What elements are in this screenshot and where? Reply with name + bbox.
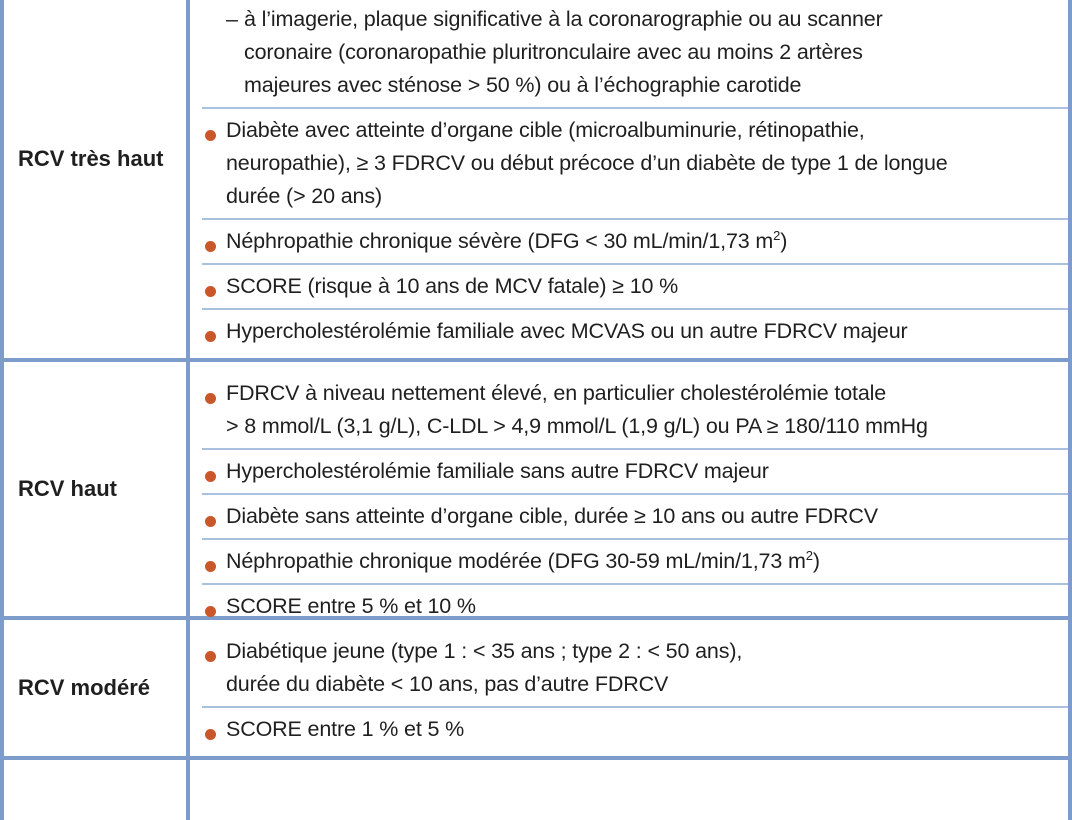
row-content: [190, 362, 1068, 616]
list-item: [202, 540, 1068, 585]
item-line: durée (> 20 ans): [226, 184, 382, 208]
item-line: durée du diabète < 10 ans, pas d’autre FDRCV: [226, 672, 669, 696]
bullet-dot-icon: [205, 331, 216, 342]
item-line: > 8 mmol/L (3,1 g/L), C-LDL > 4,9 mmol/L (1,9 g/L) ou PA ≥ 180/110 mmHg: [226, 414, 928, 438]
list-item: [202, 495, 1068, 540]
item-line: neuropathie), ≥ 3 FDRCV ou début précoce d’un diabète de type 1 de longue: [226, 151, 948, 175]
list-item: [202, 450, 1068, 495]
sub-item: [226, 3, 1068, 102]
row-content: [190, 620, 1068, 756]
dash-mark: –: [226, 7, 238, 31]
item-line: Hypercholestérolémie familiale avec MCVAS ou un autre FDRCV majeur: [226, 319, 908, 343]
row-content: [190, 0, 1068, 358]
row-label-empty: [4, 760, 190, 820]
superscript: 2: [773, 228, 781, 243]
item-line: SCORE entre 1 % et 5 %: [226, 717, 465, 741]
superscript: 2: [805, 548, 813, 563]
sub-item-line: coronaire (coronaropathie pluritronculaire avec au moins 2 artères: [244, 40, 863, 64]
item-line: Diabète sans atteinte d’organe cible, durée ≥ 10 ans ou autre FDRCV: [226, 504, 878, 528]
item-line: Hypercholestérolémie familiale sans autre FDRCV majeur: [226, 459, 769, 483]
list-item: [202, 585, 1068, 628]
row-content-empty: [190, 760, 1068, 820]
list-item: [202, 372, 1068, 450]
list-item: [202, 109, 1068, 220]
list-item: [202, 0, 1068, 109]
item-line: [226, 225, 1068, 258]
item-line: Diabète avec atteinte d’organe cible (microalbuminurie, rétinopathie,: [226, 118, 865, 142]
list-item: [202, 630, 1068, 708]
list-item: [202, 310, 1068, 353]
item-line: FDRCV à niveau nettement élevé, en particulier cholestérolémie totale: [226, 381, 887, 405]
item-suffix: ): [812, 549, 820, 573]
row-label: RCV haut: [4, 362, 190, 616]
item-suffix: ): [780, 229, 788, 253]
list-item: [202, 220, 1068, 265]
bullet-dot-icon: [205, 393, 216, 404]
row-rcv-haut: [0, 362, 1072, 620]
list-item: [202, 708, 1068, 751]
row-rcv-tres-haut: [0, 0, 1072, 362]
row-label: RCV modéré: [4, 620, 190, 756]
bullet-dot-icon: [205, 130, 216, 141]
bullet-dot-icon: [205, 561, 216, 572]
bullet-dot-icon: [205, 729, 216, 740]
row-label: RCV très haut: [4, 0, 190, 358]
item-text: Néphropathie chronique modérée (DFG 30-59 mL/min/1,73 m: [226, 549, 806, 573]
bullet-dot-icon: [205, 606, 216, 617]
bullet-dot-icon: [205, 516, 216, 527]
bullet-dot-icon: [205, 471, 216, 482]
sub-item-line: majeures avec sténose > 50 %) ou à l’échographie carotide: [244, 73, 802, 97]
row-rcv-modere: [0, 620, 1072, 760]
row-next-partial: [0, 760, 1072, 820]
item-line: SCORE (risque à 10 ans de MCV fatale) ≥ 10 %: [226, 274, 679, 298]
bullet-dot-icon: [205, 241, 216, 252]
item-line: [226, 545, 1068, 578]
item-text: Néphropathie chronique sévère (DFG < 30 mL/min/1,73 m: [226, 229, 774, 253]
item-line: Diabétique jeune (type 1 : < 35 ans ; type 2 : < 50 ans),: [226, 639, 743, 663]
bullet-dot-icon: [205, 286, 216, 297]
bullet-dot-icon: [205, 651, 216, 662]
sub-item-line: à l’imagerie, plaque significative à la coronarographie ou au scanner: [244, 7, 883, 31]
list-item: [202, 265, 1068, 310]
item-line: SCORE entre 5 % et 10 %: [226, 594, 476, 618]
